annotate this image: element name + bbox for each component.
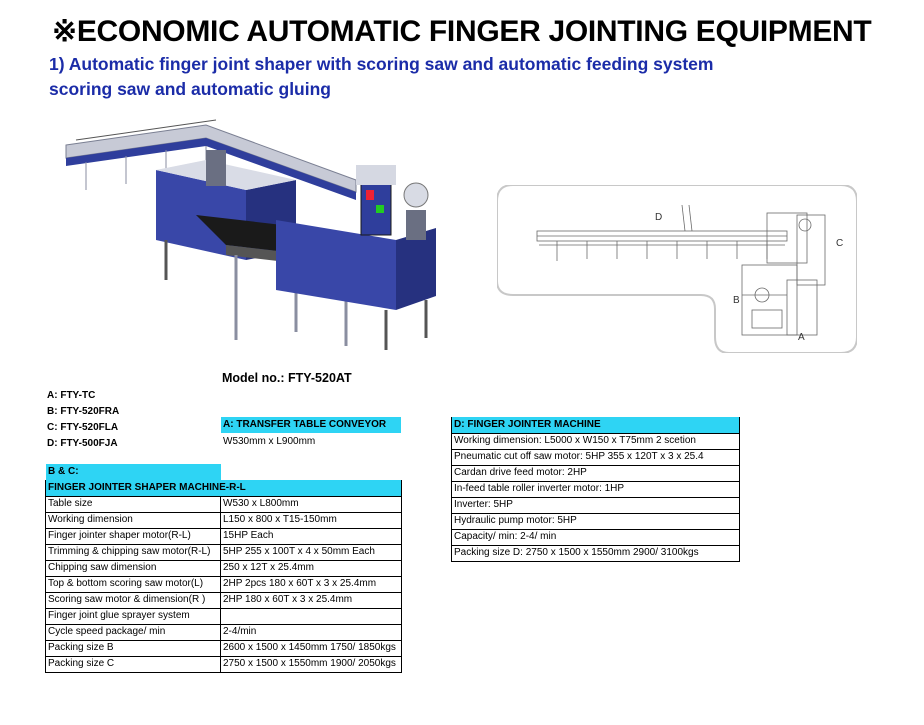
subtitle-line-1: 1) Automatic finger joint shaper with scoring saw and automatic feeding system <box>49 54 714 74</box>
table-row <box>452 449 740 465</box>
spec-label: Table size <box>46 496 221 512</box>
model-code: A: FTY-TC <box>47 390 96 401</box>
spec-label: Trimming & chipping saw motor(R-L) <box>46 544 221 560</box>
table-row <box>46 560 402 576</box>
spec-value: W530 x L800mm <box>221 496 402 512</box>
table-row <box>46 608 402 624</box>
table-row <box>46 624 402 640</box>
drawing-label-b: B <box>733 295 740 306</box>
table-row <box>46 528 402 544</box>
table-row <box>46 544 402 560</box>
spec-value: 15HP Each <box>221 528 402 544</box>
spec-value: Inverter: 5HP <box>452 497 740 513</box>
section-d-header: D: FINGER JOINTER MACHINE <box>452 417 740 433</box>
subtitle-line-2: scoring saw and automatic gluing <box>49 79 331 99</box>
table-row <box>46 496 402 512</box>
drawing-label-c: C <box>836 238 844 249</box>
machine-photo <box>56 110 476 360</box>
table-row <box>46 512 402 528</box>
spec-value: 2-4/min <box>221 624 402 640</box>
spec-value: 2600 x 1500 x 1450mm 1750/ 1850kgs <box>221 640 402 656</box>
spec-label: Finger joint glue sprayer system <box>46 608 221 624</box>
spec-label: Finger jointer shaper motor(R-L) <box>46 528 221 544</box>
spec-label: Packing size C <box>46 656 221 672</box>
model-code: B: FTY-520FRA <box>47 406 120 417</box>
spec-value: In-feed table roller inverter motor: 1HP <box>452 481 740 497</box>
page-title: ※ECONOMIC AUTOMATIC FINGER JOINTING EQUIPMENT <box>52 15 872 48</box>
table-row <box>46 576 402 592</box>
model-code: C: FTY-520FLA <box>47 422 119 433</box>
table-row <box>452 529 740 545</box>
table-row <box>46 656 402 672</box>
drawing-label-d: D <box>655 212 663 223</box>
spec-value: 2750 x 1500 x 1550mm 1900/ 2050kgs <box>221 656 402 672</box>
model-code-list <box>47 388 119 452</box>
model-code: D: FTY-500FJA <box>47 438 118 449</box>
spec-value: Packing size D: 2750 x 1500 x 1550mm 2900/ 3100kgs <box>452 545 740 561</box>
spec-label: Chipping saw dimension <box>46 560 221 576</box>
spec-label: Top & bottom scoring saw motor(L) <box>46 576 221 592</box>
table-row <box>452 513 740 529</box>
table-row <box>46 640 402 656</box>
spec-label: Packing size B <box>46 640 221 656</box>
table-row <box>452 433 740 449</box>
spec-value: 2HP 2pcs 180 x 60T x 3 x 25.4mm <box>221 576 402 592</box>
spec-value: 2HP 180 x 60T x 3 x 25.4mm <box>221 592 402 608</box>
section-bc-header: FINGER JOINTER SHAPER MACHINE-R-L <box>46 480 402 496</box>
section-a-header: A: TRANSFER TABLE CONVEYOR <box>221 417 401 433</box>
spec-value: Pneumatic cut off saw motor: 5HP 355 x 120T x 3 x 25.4 <box>452 449 740 465</box>
section-d-table <box>451 417 740 562</box>
spec-value <box>221 608 402 624</box>
spec-value: Cardan drive feed motor: 2HP <box>452 465 740 481</box>
model-number: Model no.: FTY-520AT <box>222 371 352 385</box>
table-row <box>452 545 740 561</box>
section-bc-table <box>45 480 402 673</box>
drawing-label-a: A <box>798 332 805 343</box>
section-a-value: W530mm x L900mm <box>223 436 316 447</box>
table-row <box>452 481 740 497</box>
spec-label: Working dimension <box>46 512 221 528</box>
spec-value: 5HP 255 x 100T x 4 x 50mm Each <box>221 544 402 560</box>
spec-value: L150 x 800 x T15-150mm <box>221 512 402 528</box>
table-row <box>452 465 740 481</box>
spec-label: Cycle speed package/ min <box>46 624 221 640</box>
table-row <box>46 592 402 608</box>
table-row <box>452 497 740 513</box>
spec-value: Capacity/ min: 2-4/ min <box>452 529 740 545</box>
spec-value: Working dimension: L5000 x W150 x T75mm 2 scetion <box>452 433 740 449</box>
spec-label: Scoring saw motor & dimension(R ) <box>46 592 221 608</box>
layout-drawing <box>497 185 857 353</box>
section-bc-label: B & C: <box>46 464 221 480</box>
spec-value: Hydraulic pump motor: 5HP <box>452 513 740 529</box>
spec-value: 250 x 12T x 25.4mm <box>221 560 402 576</box>
